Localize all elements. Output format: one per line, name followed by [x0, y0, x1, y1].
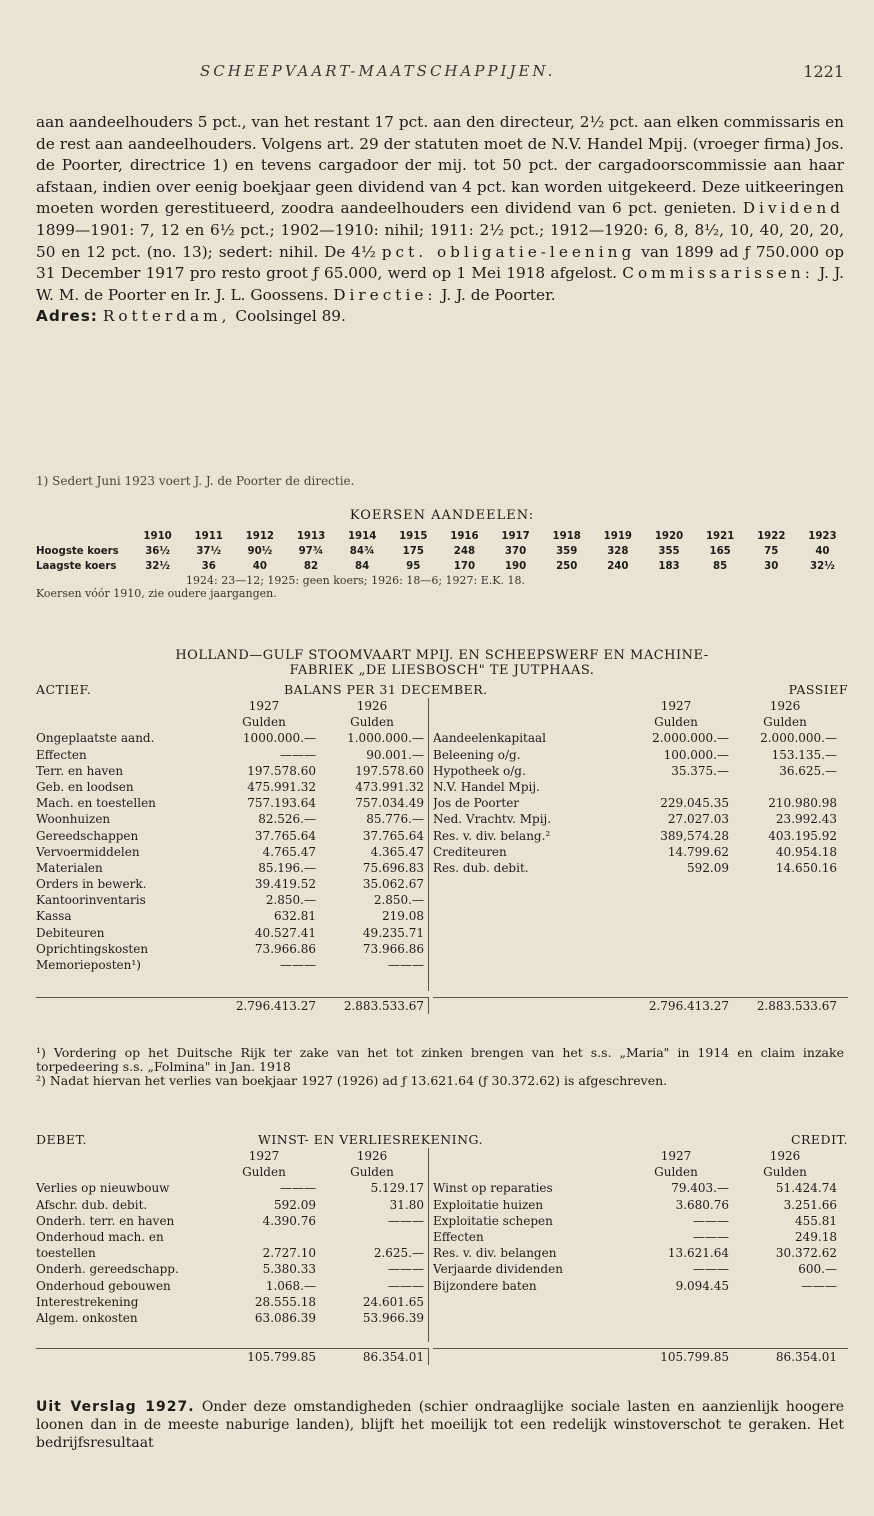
- balans-left-heading: ACTIEF.: [36, 682, 92, 697]
- koersen-cell: 165: [709, 546, 731, 557]
- obligatie-label: pct. obligatie-leening: [381, 242, 636, 261]
- table-row: Jos de Poorter 229.045.35 210.980.98: [433, 796, 837, 811]
- table-row: Res. dub. debit. 592.09 14.650.16: [433, 860, 837, 875]
- table-row: Winst op reparaties 79.403.— 51.424.74: [433, 1181, 837, 1196]
- winst-table: [36, 1132, 848, 1365]
- table-row: Onderh. terr. en haven 4.390.76 ———: [36, 1213, 424, 1228]
- balans-center-heading: BALANS PER 31 DECEMBER.: [284, 682, 488, 697]
- col-unit: Gulden: [350, 715, 394, 730]
- table-row: Exploitatie huizen 3.680.76 3.251.66: [433, 1197, 837, 1212]
- adres-text: Coolsingel 89.: [235, 307, 346, 326]
- koersen-cell: 328: [607, 546, 629, 557]
- col-year: 1926: [356, 699, 388, 713]
- table-row: Verjaarde dividenden ——— 600.—: [433, 1262, 837, 1277]
- koersen-cell: 355: [658, 546, 680, 557]
- koersen-cell: 370: [504, 546, 527, 557]
- koersen-year: 1914: [347, 531, 377, 542]
- table-row: Memorieposten¹) ——— ———: [36, 958, 424, 972]
- koersen-cell: 97¾: [298, 546, 324, 557]
- koersen-cell: 32½: [810, 561, 835, 572]
- balans-right-heading: PASSIEF: [788, 682, 848, 697]
- table-row: Geb. en loodsen 475.991.32 473.991.32: [36, 779, 424, 794]
- winst-left-heading: DEBET.: [36, 1132, 87, 1147]
- winst-right-heading: CREDIT.: [790, 1132, 848, 1147]
- running-header: [0, 62, 874, 86]
- table-row: Onderhoud mach. en: [36, 1229, 164, 1244]
- col-year: 1927: [660, 699, 692, 713]
- koersen-year: 1919: [603, 531, 633, 542]
- table-row: Algem. onkosten 63.086.39 53.966.39: [36, 1310, 424, 1325]
- table-row: Ongeplaatste aand. 1000.000.— 1.000.000.—: [36, 731, 424, 746]
- koersen-cell: 248: [453, 546, 476, 557]
- koersen-year: 1922: [757, 531, 786, 542]
- koersen-year: 1913: [296, 531, 326, 542]
- koersen-year: 1910: [143, 531, 172, 542]
- winst-columns: [36, 1148, 848, 1342]
- koersen-cell: 84: [355, 561, 370, 572]
- koersen-year: 1912: [245, 531, 275, 542]
- dividend-label: Dividend: [742, 199, 844, 218]
- dividend-text: 1899—1901: 7, 12 en 6½ pct.; 1902—1910: nihil; 1911: 2½ pct.; 1912—1920: 6, 8, 8½, 10, 40, 20, 20, 50 en 12 pct. (no. 13); sedert: nihil. De 4½: [36, 220, 844, 261]
- col-unit: Gulden: [763, 1165, 807, 1180]
- koersen-cell: 82: [303, 561, 319, 572]
- commissarissen-label: Commissarissen:: [622, 264, 814, 283]
- total-row: 2.796.413.27 2.883.533.67: [433, 997, 848, 1014]
- balans-passief: [428, 698, 848, 991]
- col-unit: Gulden: [242, 1165, 286, 1180]
- col-unit: Gulden: [242, 715, 286, 730]
- koersen-corner: [36, 529, 132, 544]
- table-row: Hypotheek o/g. 35.375.— 36.625.—: [433, 763, 837, 778]
- total-row: 2.796.413.27 2.883.533.67: [36, 997, 428, 1014]
- col-unit: Gulden: [763, 715, 807, 730]
- koersen-year: 1911: [194, 531, 223, 542]
- table-row: toestellen 2.727.10 2.625.—: [36, 1246, 424, 1261]
- table-row: Exploitatie schepen ——— 455.81: [433, 1213, 837, 1228]
- directie-label: Directie:: [333, 285, 437, 304]
- table-row: Res. v. div. belangen 13.621.64 30.372.62: [433, 1246, 837, 1261]
- balans-actief: [36, 698, 428, 991]
- winst-debet: [36, 1148, 428, 1342]
- obligatie-text: van 1899 ad ƒ 750.000 op 31 December 1917 pro resto groot ƒ 65.000, werd op 1 Mei 1918 afgelost.: [36, 242, 845, 283]
- koersen-cell: 30: [764, 561, 779, 572]
- table-row: Vervoermiddelen 4.765.47 4.365.47: [36, 844, 424, 859]
- table-row: Oprichtingskosten 73.966.86 73.966.86: [36, 941, 424, 956]
- koersen-cell: 175: [402, 546, 424, 557]
- table-row: Res. v. div. belang.² 389,574.28 403.195.92: [433, 828, 837, 843]
- winst-totals: [36, 1348, 848, 1365]
- koersen-cell: 32½: [145, 561, 170, 572]
- koersen-cell: 95: [406, 561, 421, 572]
- table-row: N.V. Handel Mpij.: [433, 779, 540, 794]
- koersen-row-label: Hoogste koers: [36, 546, 119, 557]
- table-row: Ned. Vrachtv. Mpij. 27.027.03 23.992.43: [433, 812, 837, 827]
- table-row: Bijzondere baten 9.094.45 ———: [433, 1278, 837, 1293]
- koersen-cell: 240: [607, 561, 629, 572]
- balans-table: [36, 682, 848, 1014]
- col-year: 1926: [769, 699, 801, 713]
- col-year: 1926: [356, 1149, 388, 1163]
- koersen-year: 1920: [654, 531, 684, 542]
- winst-center-heading: WINST- EN VERLIESREKENING.: [258, 1132, 484, 1147]
- koersen-cell: 90½: [247, 546, 273, 557]
- running-title: SCHEEPVAART-MAATSCHAPPIJEN.: [200, 62, 556, 80]
- koersen-year: 1917: [501, 531, 530, 542]
- total-row: 105.799.85 86.354.01: [36, 1348, 428, 1365]
- table-row: Crediteuren 14.799.62 40.954.18: [433, 844, 837, 859]
- koersen-note-older: Koersen vóór 1910, zie oudere jaargangen.: [36, 587, 277, 600]
- table-row: Beleening o/g. 100.000.— 153.135.—: [433, 747, 837, 762]
- table-row: Interestrekening 28.555.18 24.601.65: [36, 1294, 424, 1309]
- koersen-cell: 170: [453, 561, 476, 572]
- koersen-cell: 85: [713, 561, 728, 572]
- koersen-cell: 183: [658, 561, 680, 572]
- col-unit: Gulden: [654, 715, 698, 730]
- directie-text: J. J. de Poorter.: [441, 285, 556, 304]
- table-row: Verlies op nieuwbouw ——— 5.129.17: [36, 1181, 424, 1196]
- koersen-cell: 190: [504, 561, 527, 572]
- verslag-paragraph: [36, 1398, 844, 1452]
- balans-footnotes: [36, 1046, 844, 1088]
- koersen-row-label: Laagste koers: [36, 561, 117, 572]
- verslag-label: Uit Verslag 1927.: [36, 1399, 195, 1415]
- koersen-cell: 37½: [196, 546, 222, 557]
- table-row: Gereedschappen 37.765.64 37.765.64: [36, 828, 424, 843]
- koersen-cell: 36½: [145, 546, 170, 557]
- koersen-year: 1923: [808, 531, 837, 542]
- table-row: Woonhuizen 82.526.— 85.776.—: [36, 812, 424, 827]
- commissarissen-text: J. J. W. M. de Poorter en Ir. J. L. Goossens.: [36, 264, 844, 304]
- company-line2: FABRIEK „DE LIESBOSCH" TE JUTPHAAS.: [289, 663, 595, 678]
- koersen-cell: 75: [764, 546, 779, 557]
- koersen-note: 1924: 23—12; 1925: geen koers; 1926: 18—6; 1927: E.K. 18.: [186, 574, 525, 587]
- table-row: Materialen 85.196.— 75.696.83: [36, 860, 424, 875]
- intro-paragraph: [36, 112, 844, 328]
- koersen-year: 1915: [399, 531, 428, 542]
- table-row: Orders in bewerk. 39.419.52 35.062.67: [36, 877, 424, 892]
- koersen-cell: 40: [815, 546, 830, 557]
- table-row: Onderhoud gebouwen 1.068.— ———: [36, 1278, 424, 1293]
- koersen-grid: [36, 529, 848, 574]
- koersen-year: 1921: [705, 531, 735, 542]
- table-row: Kassa 632.81 219.08: [36, 909, 424, 924]
- company-line1: HOLLAND—GULF STOOMVAART MPIJ. EN SCHEEPSWERF EN MACHINE-: [175, 648, 709, 663]
- table-row: Effecten ——— 249.18: [433, 1229, 837, 1244]
- col-unit: Gulden: [654, 1165, 698, 1180]
- table-row: Terr. en haven 197.578.60 197.578.60: [36, 763, 424, 778]
- table-row: Debiteuren 40.527.41 49.235.71: [36, 925, 424, 940]
- koersen-cell: 359: [556, 546, 578, 557]
- table-row: Kantoorinventaris 2.850.— 2.850.—: [36, 893, 424, 908]
- footnote-1: ¹) Vordering op het Duitsche Rijk ter zake van het tot zinken brengen van het s.s. „Maria" in 1914 en claim inzake torpedeering s.s. „Folmina" in Jan. 1918: [36, 1045, 844, 1074]
- balans-headings: [36, 682, 848, 698]
- table-row: Aandeelenkapitaal 2.000.000.— 2.000.000.—: [433, 731, 837, 746]
- koersen-table: [36, 508, 848, 600]
- koersen-cell: 250: [556, 561, 578, 572]
- balans-totals: [36, 997, 848, 1014]
- verslag-text: Onder deze omstandigheden (schier ondraaglijke sociale lasten en aanzienlijk hoogere loonen dan in de meeste naburige landen), blijft het moeilijk tot een redelijk winstoverschot te geraken. Het bedrijfsresultaat: [36, 1399, 844, 1451]
- koersen-cell: 36: [201, 561, 216, 572]
- table-row: Onderh. gereedschapp. 5.380.33 ———: [36, 1262, 424, 1277]
- table-row: Mach. en toestellen 757.193.64 757.034.49: [36, 796, 424, 811]
- intro-text: aan aandeelhouders 5 pct., van het restant 17 pct. aan den directeur, 2½ pct. aan elken commissaris en de rest aan aandeelhouders. Volgens art. 29 der statuten moet de N.V. Handel Mpij. (vroeger firma) Jos. de Poorter, directrice 1) en tevens cargadoor der mij. tot 50 pct. der cargadoorscommissie aan haar afstaan, indien over eenig boekjaar geen dividend van 4 pct. kan worden uitgekeerd. Deze uitkeeringen moeten worden gerestitueerd, zoodra aandeelhouders een dividend van 6 pct. genieten.: [36, 113, 844, 218]
- page-number: 1221: [803, 62, 844, 81]
- col-unit: Gulden: [350, 1165, 394, 1180]
- koersen-year: 1918: [552, 531, 581, 542]
- table-row: Effecten ——— 90.001.—: [36, 747, 424, 762]
- balans-columns: [36, 698, 848, 991]
- total-row: 105.799.85 86.354.01: [433, 1348, 848, 1365]
- company-title: [36, 648, 848, 678]
- koersen-cell: 84¾: [349, 546, 375, 557]
- adres-city: Rotterdam,: [102, 307, 231, 326]
- col-year: 1926: [769, 1149, 801, 1163]
- footnote-directie: 1) Sedert Juni 1923 voert J. J. de Poorter de directie.: [36, 474, 355, 488]
- col-year: 1927: [248, 1149, 280, 1163]
- koersen-year: 1916: [450, 531, 479, 542]
- col-year: 1927: [248, 699, 280, 713]
- koersen-cell: 40: [252, 561, 267, 572]
- footnote-2: ²) Nadat hiervan het verlies van boekjaar 1927 (1926) ad ƒ 13.621.64 (ƒ 30.372.62) is afgeschreven.: [36, 1073, 668, 1088]
- winst-headings: [36, 1132, 848, 1148]
- adres-label: Adres:: [36, 307, 98, 326]
- col-year: 1927: [660, 1149, 692, 1163]
- winst-credit: [428, 1148, 848, 1342]
- koersen-title: KOERSEN AANDEELEN:: [349, 508, 535, 523]
- table-row: Afschr. dub. debit. 592.09 31.80: [36, 1197, 424, 1212]
